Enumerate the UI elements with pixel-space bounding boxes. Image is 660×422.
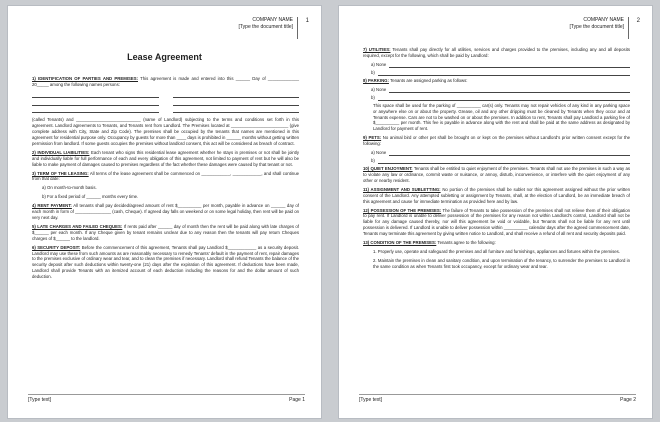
section-7	[363, 47, 630, 59]
footer-text-placeholder[interactable]: [Type text]	[359, 397, 383, 403]
list-item: 1. Properly use, operate and safeguard the premises and all furniture and furnishings, appliances and fixtures within the premises.	[373, 248, 620, 254]
option-line: b)	[363, 70, 630, 76]
section-text: Tenants are assigned parking as follows:	[390, 77, 468, 83]
section-text: Each tenant who signs this residential lease agreement whether he stays in premises or not shall be jointly and individually liable for full performance of each and every obligation of this agreement, not limited to payment of rent but he will also be liable to make payment of damages caused to premises regardless of the fact whether these damages were caused by that tenant or not.	[32, 149, 299, 167]
company-name[interactable]: COMPANY NAME	[252, 17, 293, 23]
footer-page-label: Page 2	[620, 397, 636, 403]
page-number: 2	[636, 18, 640, 24]
section-text: The failure of Tenants to take possession of the premises shall not relieve them of their obligation to pay rent. If Landlord is unable to deliver possession of the premises for any reason not within Landlord's control, Landlord shall not be liable for any damage caused thereby, nor will this agreement be void or voidable, but Tenants shall not be liable for any rent until possession is delivered. If Landlord is unable to deliver possession within __________ calendar days after the agreed commencement date, Tenants may terminate this agreement by giving written notice to Landlord, and shall receive a refund of all rent and security deposits paid.	[363, 207, 630, 237]
blank-line[interactable]	[173, 98, 300, 106]
option-line: b)	[363, 95, 630, 101]
section-text: This agreement is made and entered into this ______ Day of _____________ 20_____ among the following names persons:	[32, 76, 299, 87]
document-page-2	[339, 6, 652, 418]
document-title-placeholder[interactable]: [Type the document title]	[238, 24, 293, 30]
page-footer	[28, 394, 305, 403]
option-line: a) None	[363, 62, 630, 68]
section-8	[363, 78, 630, 84]
option-line: a) None	[363, 150, 630, 156]
section-12	[363, 208, 630, 238]
blank-line[interactable]	[32, 98, 159, 106]
blank-line[interactable]	[378, 95, 630, 101]
section-2	[32, 150, 299, 168]
section-heading: 1) IDENTIFICATION OF PARTIES AND PREMISES:	[32, 76, 138, 81]
section-1-continued: (called Tenants) and ___________________________ (name of Landlord) subjecting to the terms and conditions set forth in this agreement. Landlord agreements to Tenants, and Tenants rent from Landlord. The Premises located at ________________________ (give complete address with City, State and Zip Code). The premises shall be occupied by the tenants that names are mentioned in this agreement for residential purpose only. Occupancy by guests for more than ____ days is prohibited in ______ months without getting written permission from landlord. If some guests occupies the premises without landlord consent, this act will be considered as breach of contract.	[32, 117, 299, 146]
list-item: 2. Maintain the premises in clean and sanitary condition, and upon termination of the tenancy, to surrender the premises to Landlord in the same condition as when Tenants first took occupancy, except for ordinary wear and tear.	[373, 257, 630, 269]
blank-line[interactable]	[173, 106, 300, 114]
page-1-body	[32, 76, 299, 283]
list-item: b) For a fixed period of ______ months every time.	[42, 194, 139, 200]
header-divider	[297, 17, 298, 39]
section-text: All tenants shall pay decided/agreed amount of rent $__________ per month, payable in advance on ______ day of each month in form of _______________ (cash, Cheque). If agreed day falls on weekend or on some legal holiday, then rent will be paid on very next day.	[32, 203, 299, 220]
list-item: a) On month-to-month basis.	[42, 185, 97, 191]
section-11	[363, 187, 630, 205]
section-heading: 8) PARKING:	[363, 77, 389, 83]
section-heading: 7) UTILITIES:	[363, 47, 391, 52]
section-6	[32, 245, 299, 280]
section-4	[32, 203, 299, 221]
section-3	[32, 171, 299, 183]
section-heading: 13) CONDITION OF THE PREMISES:	[363, 240, 437, 246]
section-heading: 10) QUIET ENJOYMENT:	[363, 166, 413, 172]
section-text: Tenants agree to the following:	[437, 240, 496, 246]
section-9	[363, 135, 630, 147]
company-name[interactable]: COMPANY NAME	[583, 17, 624, 23]
section-text: Tenants shall be entitled to quiet enjoyment of the premises. Tenants shall not use the premises in such a way as to violate any law or ordinance, commit waste or nuisance, or annoy, disturb, inconvenience, or interfere with the quiet enjoyment of any other or nearby resident.	[363, 166, 630, 183]
footer-text-placeholder[interactable]: [Type text]	[28, 397, 52, 403]
section-1	[32, 76, 299, 88]
section-text: Tenants shall pay directly for all utilities, services and charges provided to the premises, including any and all deposits required, except for the following, which shall be paid by Landlord:	[363, 47, 630, 58]
option-line: b)	[363, 158, 630, 164]
section-heading: 12) POSSESSION OF THE PREMISES:	[363, 207, 442, 213]
section-text: Before the commencement of this agreement, Tenants shall pay Landlord $____________ as a security deposit. Landlord may use these from such amounts as are reasonably necessary to remedy Tenants' default in the payment of rent, repair damages to the premises exclusive of ordinary wear and tear, and to clean the premises if necessary. Landlord shall refund Tenants the balance of the security deposit after such deductions within twenty-one (21) days after the expiration of this agreement. If deductions have been made, Landlord shall provide Tenants with an itemized account of each deduction including the reasons for and the dollar amount of such deduction.	[32, 244, 299, 280]
page-footer	[359, 394, 636, 403]
page-header	[570, 17, 640, 39]
document-page-1	[8, 6, 321, 418]
blank-line[interactable]	[378, 70, 630, 76]
page-header	[239, 17, 309, 39]
document-title-placeholder[interactable]: [Type the document title]	[569, 24, 624, 30]
section-heading: 11) ASSIGNMENT AND SUBLETTING:	[363, 186, 441, 192]
page-number: 1	[305, 18, 309, 24]
section-text: No animal bird or other pet shall be brought on or kept on the premises without Landlord's prior written consent except for the following:	[363, 135, 630, 147]
section-text: No portion of the premises shall be sublet nor this agreement assigned without the prior written consent of the Landlord. Any attempted subletting or assignment by Tenants, shall, at the election of Landlord, be an immediate breach of this agreement and cause for immediate termination as provided here and by law.	[363, 186, 630, 204]
footer-page-label: Page 1	[289, 397, 305, 403]
section-heading: 9) PETS:	[363, 135, 382, 141]
section-text: All terms of the lease agreement shall be commenced on ____________, ____________, and shall continue from that date:	[32, 170, 299, 182]
blank-line[interactable]	[389, 62, 630, 68]
section-10	[363, 166, 630, 184]
section-heading: 5) LATE CHARGES AND FAILED CHEQUES:	[32, 223, 123, 229]
blank-line[interactable]	[32, 106, 159, 114]
section-13	[363, 240, 630, 246]
section-heading: 2) INDIVIDUAL LIABILITIES:	[32, 149, 90, 155]
section-heading: 6) SECURITY DEPOSIT:	[32, 244, 81, 250]
blank-line[interactable]	[389, 87, 630, 93]
blank-line[interactable]	[389, 150, 630, 156]
document-title: Lease Agreement	[127, 52, 202, 62]
section-heading: 3) TERM OF THE LEASING:	[32, 170, 89, 176]
section-5	[32, 224, 299, 242]
header-divider	[628, 17, 629, 39]
section-heading: 4) RENT PAYMENT:	[32, 203, 72, 209]
blank-line[interactable]	[173, 91, 300, 99]
page-2-body	[363, 47, 630, 273]
option-line: a) None	[363, 87, 630, 93]
tenant-name-blanks	[32, 91, 299, 114]
section-8-continued: This space shall be used for the parking of __________ car(s) only. Tenants may not repair vehicles of any kind in any parking space or anywhere else on or about the property. Grease, oil and any other dripping must be cleaned by Tenants when they occur and at Tenants expense. Cars are not to be washed on or about the premises. In addition to rent, Tenants shall pay Landlord a parking fee of $__________ per month. This fee is payable in advance along with the rent and shall be paid at the same address as designated by Landlord for payment of rent.	[373, 102, 630, 132]
blank-line[interactable]	[378, 158, 630, 164]
blank-line[interactable]	[32, 91, 159, 99]
section-text: If rents paid after ______ day of month then the rent will be paid along with late charges of $______ per each month. If any Cheque given by tenant remains unclear due to any reason then the tenants will pay return Cheques charges of $______ to the landlord.	[32, 223, 299, 241]
